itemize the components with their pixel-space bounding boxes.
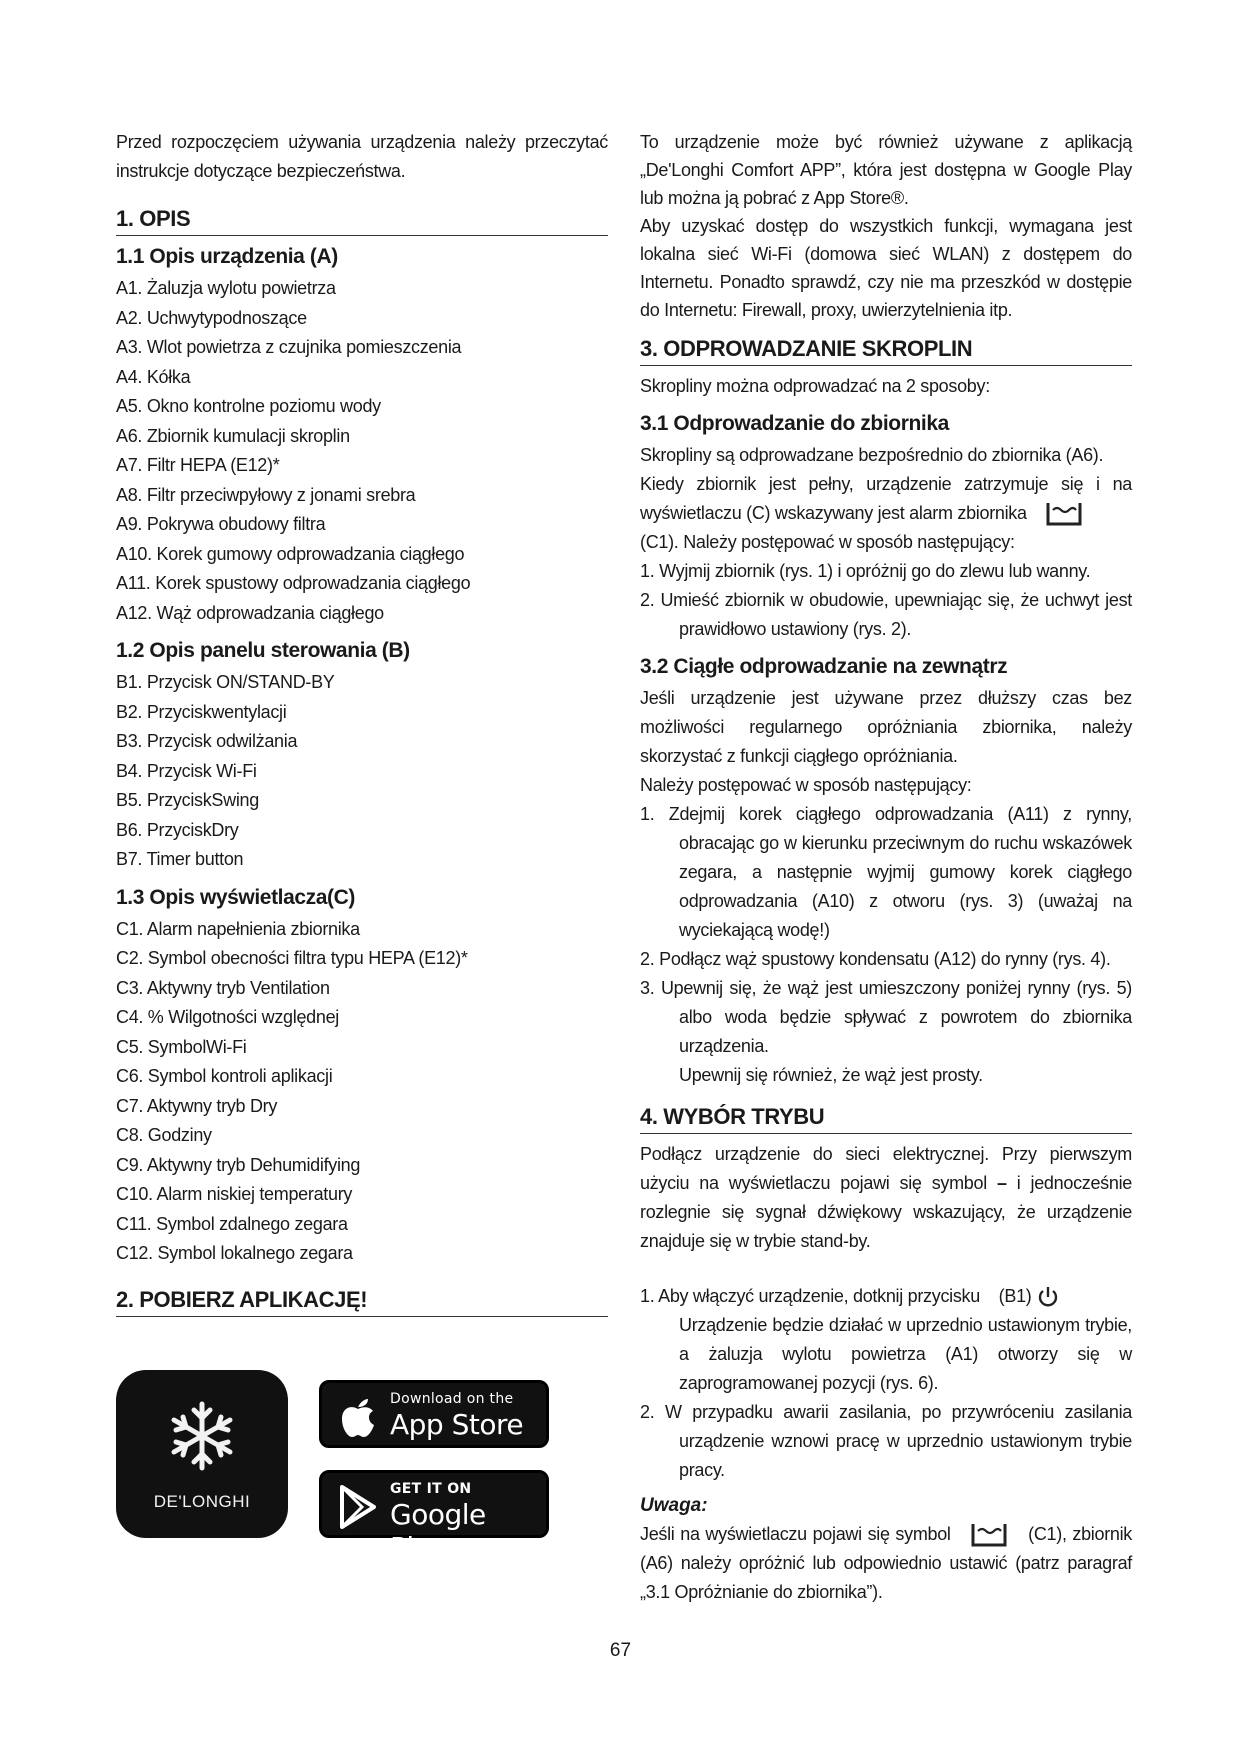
note-title: Uwaga: bbox=[640, 1495, 708, 1516]
section-4-heading: 4. WYBÓR TRYBU bbox=[640, 1102, 1132, 1134]
list-item: C1. Alarm napełnienia zbiornika bbox=[116, 918, 360, 939]
list-item: B1. Przycisk ON/STAND-BY bbox=[116, 672, 335, 692]
list-item: A5. Okno kontrolne poziomu wody bbox=[116, 396, 381, 416]
subsection-3-1-heading: 3.1 Odprowadzanie do zbiornika bbox=[640, 412, 949, 435]
s4-paragraph-1 bbox=[640, 1140, 1132, 1256]
left-column bbox=[116, 128, 608, 1323]
snowflake-icon bbox=[162, 1396, 242, 1476]
list-item: C3. Aktywny tryb Ventilation bbox=[116, 977, 330, 998]
subsection-3-2-heading: 3.2 Ciągłe odprowadzanie na zewnątrz bbox=[640, 655, 1008, 678]
google-play-big-text: Google Play bbox=[390, 1498, 486, 1564]
s32-step-1: 1. Zdejmij korek ciągłego odprowadzania (A11) z rynny, obracając go w kierunku przeciwnym do ruchu wskazówek zegara, a następnie wyjmij gumowy korek ciągłego odprowadzania (A10) z otworu (rys. 3) (uważaj na wyciekającą wodę!) bbox=[640, 804, 1132, 940]
list-item: A1. Żaluzja wylotu powietrza bbox=[116, 278, 336, 298]
section-2-heading: 2. POBIERZ APLIKACJĘ! bbox=[116, 1285, 608, 1317]
s31-paragraph-2-text: Kiedy zbiornik jest pełny, urządzenie zatrzymuje się i na wyświetlaczu (C) wskazywany jest alarm zbiornika bbox=[640, 474, 1132, 523]
tank-full-icon bbox=[1045, 501, 1083, 527]
s4-step-2: 2. W przypadku awarii zasilania, po przywróceniu zasilania urządzenie wznowi pracę w uprzednio ustawionym trybie pracy. bbox=[640, 1402, 1132, 1480]
device-parts-list bbox=[116, 274, 608, 628]
list-item: C2. Symbol obecności filtra typu HEPA (E12)* bbox=[116, 948, 468, 968]
list-item: C7. Aktywny tryb Dry bbox=[116, 1095, 278, 1116]
power-icon bbox=[1036, 1285, 1060, 1309]
s4-step-1-text: 1. Aby włączyć urządzenie, dotknij przycisku bbox=[640, 1286, 980, 1306]
right-column bbox=[640, 128, 1132, 1607]
google-play-small-text: GET IT ON bbox=[390, 1481, 472, 1497]
button-ref: (B1) bbox=[998, 1286, 1032, 1306]
s4-step-1 bbox=[640, 1282, 1132, 1311]
list-item: A3. Wlot powietrza z czujnika pomieszczenia bbox=[116, 337, 462, 357]
list-item: C10. Alarm niskiej temperatury bbox=[116, 1184, 353, 1204]
subsection-1-2-heading: 1.2 Opis panelu sterowania (B) bbox=[116, 639, 410, 662]
s31-step-1: 1. Wyjmij zbiornik (rys. 1) i opróżnij go do zlewu lub wanny. bbox=[640, 561, 1091, 581]
subsection-1-3-heading: 1.3 Opis wyświetlacza(C) bbox=[116, 885, 355, 909]
s4-paragraph-1-text-a: Podłącz urządzenie do sieci elektrycznej. Przy pierwszym użyciu na wyświetlaczu pojawi się symbol bbox=[640, 1144, 1132, 1193]
list-item: B3. Przycisk odwilżania bbox=[116, 731, 298, 751]
s4-step-1b: Urządzenie będzie działać w uprzednio ustawionym trybie, a żaluzja wylotu powietrza (A1) otworzy się w zaprogramowanej pozycji (rys. 6). bbox=[679, 1315, 1132, 1393]
display-list bbox=[116, 915, 608, 1269]
list-item: B2. Przyciskwentylacji bbox=[116, 701, 287, 722]
s31-paragraph-1: Skropliny są odprowadzane bezpośrednio do zbiornika (A6). bbox=[640, 445, 1104, 465]
section-1-heading: 1. OPIS bbox=[116, 204, 608, 236]
note-text-a: Jeśli na wyświetlaczu pojawi się symbol bbox=[640, 1524, 951, 1544]
tank-full-icon bbox=[970, 1522, 1008, 1548]
list-item: A9. Pokrywa obudowy filtra bbox=[116, 514, 326, 534]
google-play-icon bbox=[338, 1485, 378, 1529]
s31-paragraph-2 bbox=[640, 470, 1132, 528]
list-item: B5. PrzyciskSwing bbox=[116, 790, 259, 810]
s31-step-2: 2. Umieść zbiornik w obudowie, upewniając się, że uchwyt jest prawidłowo ustawiony (rys. 2). bbox=[640, 590, 1132, 639]
list-item: C5. SymbolWi-Fi bbox=[116, 1036, 247, 1057]
list-item: A6. Zbiornik kumulacji skroplin bbox=[116, 425, 350, 446]
list-item: A2. Uchwytypodnoszące bbox=[116, 307, 307, 328]
s31-paragraph-2b: (C1). Należy postępować w sposób następujący: bbox=[640, 532, 1015, 552]
app-brand-label: DE'LONGHI bbox=[153, 1492, 251, 1511]
page-number: 67 bbox=[609, 1640, 632, 1661]
list-item: A12. Wąż odprowadzania ciągłego bbox=[116, 602, 384, 623]
app-paragraph-2: Aby uzyskać dostęp do wszystkich funkcji, wymagana jest lokalna sieć Wi-Fi (domowa sieć WLAN) z dostępem do Internetu. Ponadto sprawdź, czy nie ma przeszkód w dostępie do Internetu: Firewall, proxy, uwierzytelnienia itp. bbox=[640, 216, 1132, 320]
delonghi-app-icon[interactable] bbox=[116, 1370, 288, 1538]
note-paragraph bbox=[640, 1520, 1132, 1607]
app-paragraph-1: To urządzenie może być również używane z aplikacją „De'Longhi Comfort APP”, która jest dostępna w Google Play lub można ją pobrać z App Store®. bbox=[640, 132, 1132, 208]
subsection-1-1-heading: 1.1 Opis urządzenia (A) bbox=[116, 245, 338, 268]
s32-step-3b: Upewnij się również, że wąż jest prosty. bbox=[679, 1065, 983, 1085]
list-item: B4. Przycisk Wi-Fi bbox=[116, 760, 257, 781]
s32-paragraph-2: Należy postępować w sposób następujący: bbox=[640, 775, 972, 795]
google-play-badge[interactable] bbox=[319, 1470, 549, 1564]
intro-text: Przed rozpoczęciem używania urządzenia należy przeczytać instrukcje dotyczące bezpieczeństwa. bbox=[116, 132, 608, 181]
section-3-intro: Skropliny można odprowadzać na 2 sposoby: bbox=[640, 376, 990, 396]
list-item: A7. Filtr HEPA (E12)* bbox=[116, 455, 280, 475]
s32-step-3: 3. Upewnij się, że wąż jest umieszczony poniżej rynny (rys. 5) albo woda będzie spływać z powrotem do zbiornika urządzenia. bbox=[640, 978, 1132, 1056]
list-item: C8. Godziny bbox=[116, 1125, 212, 1145]
list-item: C12. Symbol lokalnego zegara bbox=[116, 1243, 353, 1263]
section-3-heading: 3. ODPROWADZANIE SKROPLIN bbox=[640, 334, 1132, 366]
list-item: C9. Aktywny tryb Dehumidifying bbox=[116, 1154, 361, 1175]
s32-paragraph-1: Jeśli urządzenie jest używane przez dłuższy czas bez możliwości regularnego opróżniania zbiornika, należy skorzystać z funkcji ciągłego opróżniania. bbox=[640, 688, 1132, 766]
list-item: A4. Kółka bbox=[116, 366, 191, 387]
s32-step-2: 2. Podłącz wąż spustowy kondensatu (A12) do rynny (rys. 4). bbox=[640, 949, 1111, 969]
apple-icon bbox=[338, 1395, 378, 1439]
list-item: C4. % Wilgotności względnej bbox=[116, 1007, 339, 1027]
s4-paragraph-1-text-b: i jednocześnie rozlegnie się sygnał dźwiękowy wskazujący, że urządzenie znajduje się w trybie stand-by. bbox=[640, 1173, 1132, 1251]
standby-dash-symbol: – bbox=[996, 1173, 1007, 1193]
note-text-b: (C1), zbiornik (A6) należy opróżnić lub odpowiednio ustawić (patrz paragraf „3.1 Opróżnianie do zbiornika”). bbox=[640, 1524, 1133, 1602]
list-item: A10. Korek gumowy odprowadzania ciągłego bbox=[116, 543, 465, 564]
app-store-big-text: App Store bbox=[390, 1408, 524, 1441]
app-download-badges bbox=[116, 1370, 616, 1564]
list-item: C6. Symbol kontroli aplikacji bbox=[116, 1066, 333, 1086]
list-item: B7. Timer button bbox=[116, 849, 244, 869]
control-panel-list bbox=[116, 668, 608, 875]
list-item: A8. Filtr przeciwpyłowy z jonami srebra bbox=[116, 484, 416, 505]
list-item: C11. Symbol zdalnego zegara bbox=[116, 1213, 348, 1234]
app-store-small-text: Download on the bbox=[390, 1391, 514, 1407]
list-item: B6. PrzyciskDry bbox=[116, 819, 239, 840]
app-store-badge[interactable] bbox=[319, 1380, 549, 1448]
list-item: A11. Korek spustowy odprowadzania ciągłego bbox=[116, 573, 471, 593]
